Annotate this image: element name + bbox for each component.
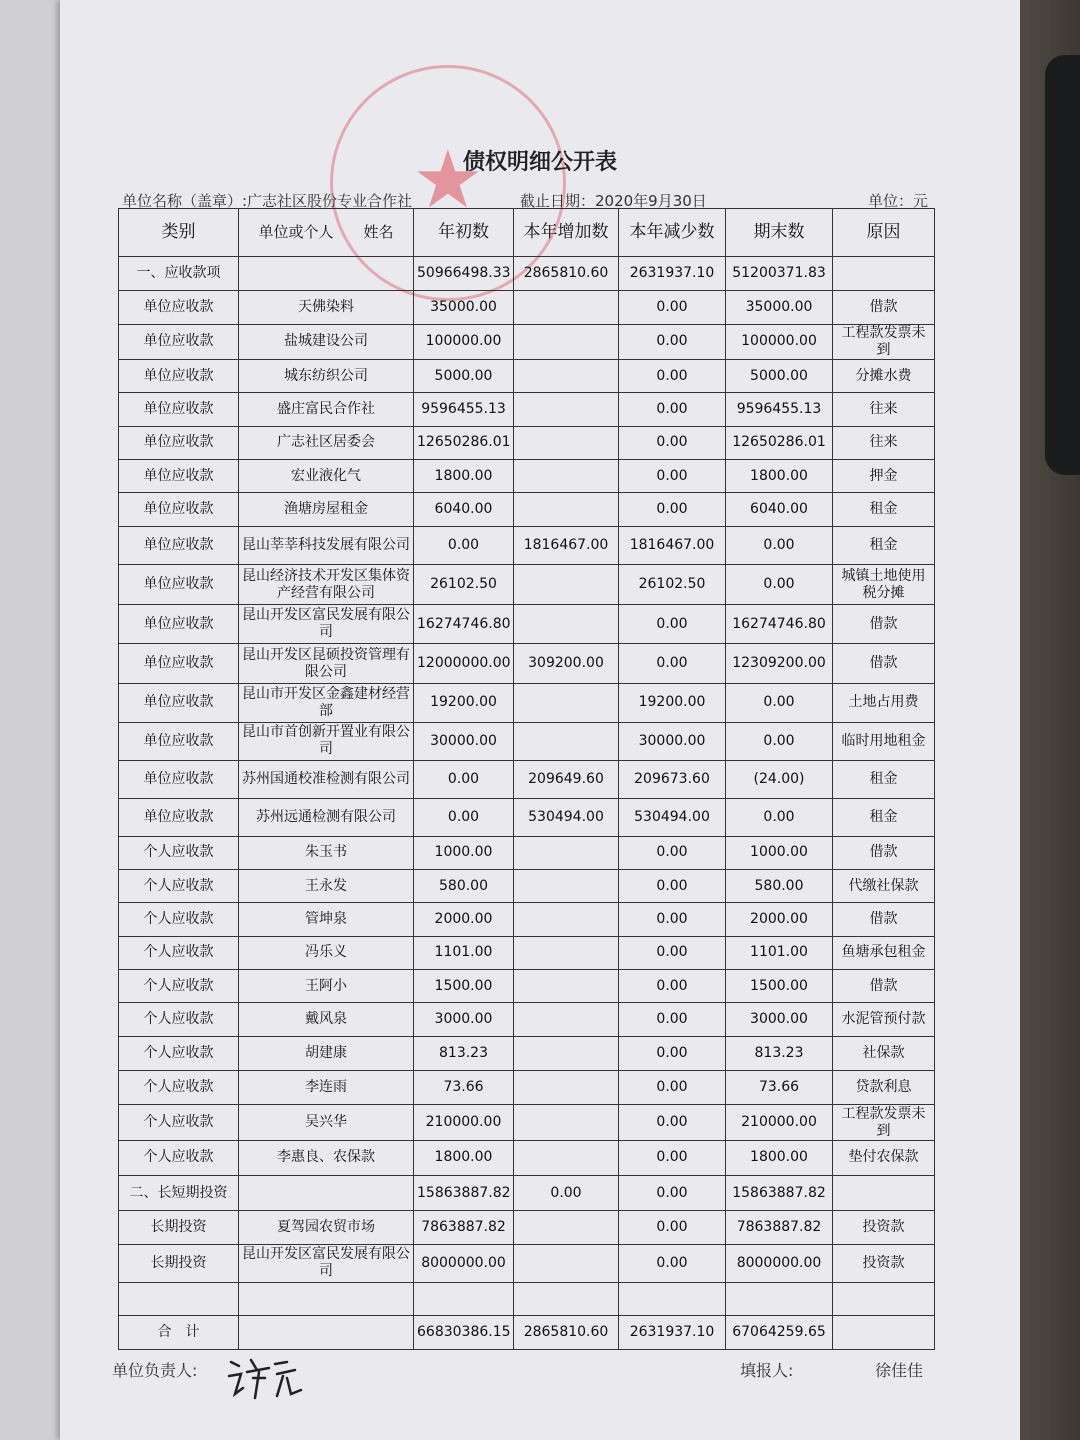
category-cell: 个人应收款 xyxy=(119,1071,239,1105)
name-cell: 昆山开发区昆硕投资管理有限公司 xyxy=(239,643,414,683)
decrease-cell: 0.00 xyxy=(619,1105,726,1140)
table-row xyxy=(119,760,935,798)
increase-cell xyxy=(514,565,619,605)
closing-cell: 7863887.82 xyxy=(726,1211,833,1244)
name-cell: 夏驾园农贸市场 xyxy=(239,1211,414,1244)
section-name-cell xyxy=(239,257,414,291)
name-cell: 李连雨 xyxy=(239,1071,414,1105)
closing-cell: 6040.00 xyxy=(726,493,833,526)
reason-cell: 借款 xyxy=(833,605,935,643)
closing-cell: 5000.00 xyxy=(726,360,833,393)
opening-cell: 16274746.80 xyxy=(414,605,514,643)
section-label: 二、长短期投资 xyxy=(119,1176,239,1211)
increase-cell xyxy=(514,1036,619,1070)
category-cell: 单位应收款 xyxy=(119,360,239,393)
category-cell: 个人应收款 xyxy=(119,1003,239,1036)
closing-cell: 8000000.00 xyxy=(726,1244,833,1282)
section-opening: 50966498.33 xyxy=(414,257,514,291)
decrease-cell: 0.00 xyxy=(619,1036,726,1070)
filler-name: 徐佳佳 xyxy=(875,1361,924,1380)
reason-cell: 借款 xyxy=(833,643,935,683)
decrease-cell: 0.00 xyxy=(619,360,726,393)
opening-cell: 6040.00 xyxy=(414,493,514,526)
decrease-cell: 0.00 xyxy=(619,870,726,903)
filler-label: 填报人: xyxy=(740,1361,794,1380)
name-cell: 昆山市开发区金鑫建材经营部 xyxy=(239,684,414,722)
increase-cell xyxy=(514,684,619,722)
reason-cell: 借款 xyxy=(833,291,935,324)
category-cell: 单位应收款 xyxy=(119,493,239,526)
opening-cell: 3000.00 xyxy=(414,1003,514,1036)
header-decrease: 本年减少数 xyxy=(619,209,726,257)
opening-cell: 210000.00 xyxy=(414,1105,514,1140)
name-cell: 胡建康 xyxy=(239,1036,414,1070)
empty-cell xyxy=(726,1283,833,1316)
opening-cell: 1800.00 xyxy=(414,460,514,493)
opening-cell: 1500.00 xyxy=(414,970,514,1003)
decrease-cell: 0.00 xyxy=(619,903,726,936)
name-cell: 渔塘房屋租金 xyxy=(239,493,414,526)
header-reason: 原因 xyxy=(833,209,935,257)
category-cell: 单位应收款 xyxy=(119,393,239,426)
closing-cell: 1500.00 xyxy=(726,970,833,1003)
total-name-cell xyxy=(239,1316,414,1350)
category-cell: 单位应收款 xyxy=(119,291,239,324)
table-row xyxy=(119,1036,935,1070)
name-cell: 苏州远通检测有限公司 xyxy=(239,799,414,836)
opening-cell: 100000.00 xyxy=(414,324,514,359)
decrease-cell: 530494.00 xyxy=(619,799,726,836)
empty-cell xyxy=(833,1283,935,1316)
category-cell: 单位应收款 xyxy=(119,565,239,605)
name-cell: 吴兴华 xyxy=(239,1105,414,1140)
increase-cell: 309200.00 xyxy=(514,643,619,683)
name-cell: 戴风泉 xyxy=(239,1003,414,1036)
total-decrease: 2631937.10 xyxy=(619,1316,726,1350)
total-increase: 2865810.60 xyxy=(514,1316,619,1350)
unit-head-label: 单位负责人: xyxy=(112,1361,198,1380)
decrease-cell: 0.00 xyxy=(619,605,726,643)
reason-cell: 水泥管预付款 xyxy=(833,1003,935,1036)
decrease-cell: 0.00 xyxy=(619,1071,726,1105)
name-cell: 天佛染料 xyxy=(239,291,414,324)
header-name: 单位或个人 姓名 xyxy=(239,209,414,257)
unit-name: 单位名称（盖章）:广志社区股份专业合作社 xyxy=(122,192,413,210)
table-row xyxy=(119,1211,935,1244)
reason-cell: 借款 xyxy=(833,836,935,869)
section-row-investments xyxy=(119,1176,935,1211)
table-row xyxy=(119,526,935,564)
closing-cell: 35000.00 xyxy=(726,291,833,324)
document-title: 债权明细公开表 xyxy=(462,150,617,175)
opening-cell: 0.00 xyxy=(414,799,514,836)
total-row xyxy=(119,1316,935,1350)
name-cell: 昆山开发区富民发展有限公司 xyxy=(239,1244,414,1282)
opening-cell: 1000.00 xyxy=(414,836,514,869)
reason-cell: 鱼塘承包租金 xyxy=(833,936,935,969)
increase-cell: 209649.60 xyxy=(514,760,619,798)
reason-cell: 往来 xyxy=(833,426,935,459)
opening-cell: 0.00 xyxy=(414,760,514,798)
seal-star-icon: ★ xyxy=(412,133,484,226)
opening-cell: 2000.00 xyxy=(414,903,514,936)
opening-cell: 73.66 xyxy=(414,1071,514,1105)
section-label: 一、应收款项 xyxy=(119,257,239,291)
increase-cell xyxy=(514,936,619,969)
increase-cell: 1816467.00 xyxy=(514,526,619,564)
blank-row xyxy=(119,1283,935,1316)
decrease-cell: 0.00 xyxy=(619,324,726,359)
increase-cell xyxy=(514,291,619,324)
category-cell: 单位应收款 xyxy=(119,460,239,493)
empty-cell xyxy=(239,1283,414,1316)
closing-cell: 0.00 xyxy=(726,565,833,605)
category-cell: 个人应收款 xyxy=(119,936,239,969)
decrease-cell: 0.00 xyxy=(619,970,726,1003)
closing-cell: (24.00) xyxy=(726,760,833,798)
table-row xyxy=(119,291,935,324)
category-cell: 个人应收款 xyxy=(119,1140,239,1175)
name-cell: 李惠良、农保款 xyxy=(239,1140,414,1175)
closing-cell: 0.00 xyxy=(726,722,833,760)
section-decrease: 2631937.10 xyxy=(619,257,726,291)
closing-cell: 9596455.13 xyxy=(726,393,833,426)
decrease-cell: 0.00 xyxy=(619,836,726,869)
decrease-cell: 0.00 xyxy=(619,393,726,426)
decrease-cell: 30000.00 xyxy=(619,722,726,760)
increase-cell xyxy=(514,1140,619,1175)
table-row xyxy=(119,1140,935,1175)
opening-cell: 26102.50 xyxy=(414,565,514,605)
category-cell: 单位应收款 xyxy=(119,799,239,836)
increase-cell xyxy=(514,836,619,869)
table-row xyxy=(119,903,935,936)
opening-cell: 12650286.01 xyxy=(414,426,514,459)
reason-cell: 垫付农保款 xyxy=(833,1140,935,1175)
category-cell: 单位应收款 xyxy=(119,643,239,683)
table-row xyxy=(119,605,935,643)
section-increase: 0.00 xyxy=(514,1176,619,1211)
header-increase: 本年增加数 xyxy=(514,209,619,257)
increase-cell xyxy=(514,722,619,760)
total-opening: 66830386.15 xyxy=(414,1316,514,1350)
name-cell: 广志社区居委会 xyxy=(239,426,414,459)
reason-cell: 租金 xyxy=(833,493,935,526)
closing-cell: 100000.00 xyxy=(726,324,833,359)
category-cell: 单位应收款 xyxy=(119,684,239,722)
opening-cell: 5000.00 xyxy=(414,360,514,393)
section-increase: 2865810.60 xyxy=(514,257,619,291)
category-cell: 个人应收款 xyxy=(119,870,239,903)
closing-cell: 580.00 xyxy=(726,870,833,903)
name-cell: 苏州国通校准检测有限公司 xyxy=(239,760,414,798)
empty-cell xyxy=(119,1283,239,1316)
reason-cell: 临时用地租金 xyxy=(833,722,935,760)
section-closing: 51200371.83 xyxy=(726,257,833,291)
section-closing: 15863887.82 xyxy=(726,1176,833,1211)
closing-cell: 12309200.00 xyxy=(726,643,833,683)
table-row xyxy=(119,493,935,526)
currency-unit: 单位：元 xyxy=(868,192,929,210)
section-opening: 15863887.82 xyxy=(414,1176,514,1211)
name-cell: 宏业液化气 xyxy=(239,460,414,493)
increase-cell xyxy=(514,393,619,426)
decrease-cell: 0.00 xyxy=(619,291,726,324)
increase-cell xyxy=(514,605,619,643)
header-closing: 期末数 xyxy=(726,209,833,257)
name-cell: 昆山莘莘科技发展有限公司 xyxy=(239,526,414,564)
table-header-row xyxy=(119,209,935,257)
category-cell: 个人应收款 xyxy=(119,903,239,936)
increase-cell xyxy=(514,903,619,936)
name-cell: 盐城建设公司 xyxy=(239,324,414,359)
table-row xyxy=(119,836,935,869)
closing-cell: 16274746.80 xyxy=(726,605,833,643)
closing-cell: 1000.00 xyxy=(726,836,833,869)
table-row xyxy=(119,643,935,683)
closing-cell: 73.66 xyxy=(726,1071,833,1105)
category-cell: 长期投资 xyxy=(119,1244,239,1282)
reason-cell: 租金 xyxy=(833,526,935,564)
reason-cell: 借款 xyxy=(833,970,935,1003)
decrease-cell: 1816467.00 xyxy=(619,526,726,564)
table-row xyxy=(119,1003,935,1036)
increase-cell xyxy=(514,1105,619,1140)
increase-cell: 530494.00 xyxy=(514,799,619,836)
handwritten-signature xyxy=(225,1352,305,1402)
table-row xyxy=(119,1244,935,1282)
decrease-cell: 0.00 xyxy=(619,426,726,459)
reason-cell: 工程款发票未到 xyxy=(833,324,935,359)
opening-cell: 1101.00 xyxy=(414,936,514,969)
table-row xyxy=(119,1071,935,1105)
dark-device xyxy=(1045,55,1080,475)
closing-cell: 1800.00 xyxy=(726,1140,833,1175)
increase-cell xyxy=(514,460,619,493)
decrease-cell: 0.00 xyxy=(619,1244,726,1282)
increase-cell xyxy=(514,970,619,1003)
table-row xyxy=(119,1105,935,1140)
reason-cell: 社保款 xyxy=(833,1036,935,1070)
decrease-cell: 209673.60 xyxy=(619,760,726,798)
category-cell: 个人应收款 xyxy=(119,1105,239,1140)
category-cell: 单位应收款 xyxy=(119,722,239,760)
increase-cell xyxy=(514,870,619,903)
increase-cell xyxy=(514,1244,619,1282)
decrease-cell: 0.00 xyxy=(619,1140,726,1175)
opening-cell: 9596455.13 xyxy=(414,393,514,426)
section-decrease: 0.00 xyxy=(619,1176,726,1211)
closing-cell: 813.23 xyxy=(726,1036,833,1070)
increase-cell xyxy=(514,1071,619,1105)
cutoff-date: 截止日期：2020年9月30日 xyxy=(520,192,707,210)
increase-cell xyxy=(514,426,619,459)
opening-cell: 19200.00 xyxy=(414,684,514,722)
reason-cell: 往来 xyxy=(833,393,935,426)
name-cell: 王阿小 xyxy=(239,970,414,1003)
decrease-cell: 26102.50 xyxy=(619,565,726,605)
category-cell: 单位应收款 xyxy=(119,324,239,359)
increase-cell xyxy=(514,493,619,526)
decrease-cell: 0.00 xyxy=(619,936,726,969)
increase-cell xyxy=(514,1211,619,1244)
total-label: 合 计 xyxy=(119,1316,239,1350)
decrease-cell: 0.00 xyxy=(619,1003,726,1036)
reason-cell: 借款 xyxy=(833,903,935,936)
empty-cell xyxy=(514,1283,619,1316)
closing-cell: 0.00 xyxy=(726,799,833,836)
increase-cell xyxy=(514,360,619,393)
closing-cell: 1800.00 xyxy=(726,460,833,493)
claims-table xyxy=(118,208,935,1350)
category-cell: 个人应收款 xyxy=(119,970,239,1003)
closing-cell: 2000.00 xyxy=(726,903,833,936)
table-row xyxy=(119,324,935,359)
name-cell: 昆山经济技术开发区集体资产经营有限公司 xyxy=(239,565,414,605)
increase-cell xyxy=(514,1003,619,1036)
closing-cell: 210000.00 xyxy=(726,1105,833,1140)
table-row xyxy=(119,722,935,760)
reason-cell: 投资款 xyxy=(833,1211,935,1244)
reason-cell: 城镇土地使用税分摊 xyxy=(833,565,935,605)
header-opening: 年初数 xyxy=(414,209,514,257)
name-cell: 城东纺织公司 xyxy=(239,360,414,393)
section-row-receivables xyxy=(119,257,935,291)
category-cell: 单位应收款 xyxy=(119,526,239,564)
opening-cell: 813.23 xyxy=(414,1036,514,1070)
name-cell: 朱玉书 xyxy=(239,836,414,869)
section-reason-cell xyxy=(833,257,935,291)
reason-cell: 工程款发票未到 xyxy=(833,1105,935,1140)
table-row xyxy=(119,426,935,459)
reason-cell: 代缴社保款 xyxy=(833,870,935,903)
closing-cell: 0.00 xyxy=(726,526,833,564)
decrease-cell: 19200.00 xyxy=(619,684,726,722)
empty-cell xyxy=(414,1283,514,1316)
table-row xyxy=(119,393,935,426)
total-closing: 67064259.65 xyxy=(726,1316,833,1350)
header-category: 类别 xyxy=(119,209,239,257)
section-name-cell xyxy=(239,1176,414,1211)
reason-cell: 分摊水费 xyxy=(833,360,935,393)
table-row xyxy=(119,970,935,1003)
reason-cell: 租金 xyxy=(833,799,935,836)
reason-cell: 租金 xyxy=(833,760,935,798)
empty-cell xyxy=(619,1283,726,1316)
increase-cell xyxy=(514,324,619,359)
category-cell: 长期投资 xyxy=(119,1211,239,1244)
decrease-cell: 0.00 xyxy=(619,493,726,526)
reason-cell: 投资款 xyxy=(833,1244,935,1282)
opening-cell: 0.00 xyxy=(414,526,514,564)
name-cell: 盛庄富民合作社 xyxy=(239,393,414,426)
reason-cell: 押金 xyxy=(833,460,935,493)
table-row xyxy=(119,565,935,605)
decrease-cell: 0.00 xyxy=(619,643,726,683)
reason-cell: 土地占用费 xyxy=(833,684,935,722)
category-cell: 个人应收款 xyxy=(119,836,239,869)
table-row xyxy=(119,936,935,969)
name-cell: 昆山开发区富民发展有限公司 xyxy=(239,605,414,643)
table-row xyxy=(119,460,935,493)
opening-cell: 8000000.00 xyxy=(414,1244,514,1282)
decrease-cell: 0.00 xyxy=(619,460,726,493)
name-cell: 冯乐义 xyxy=(239,936,414,969)
table-row xyxy=(119,360,935,393)
closing-cell: 12650286.01 xyxy=(726,426,833,459)
name-cell: 王永发 xyxy=(239,870,414,903)
closing-cell: 3000.00 xyxy=(726,1003,833,1036)
section-reason-cell xyxy=(833,1176,935,1211)
closing-cell: 1101.00 xyxy=(726,936,833,969)
opening-cell: 12000000.00 xyxy=(414,643,514,683)
total-reason-cell xyxy=(833,1316,935,1350)
closing-cell: 0.00 xyxy=(726,684,833,722)
category-cell: 个人应收款 xyxy=(119,1036,239,1070)
opening-cell: 1800.00 xyxy=(414,1140,514,1175)
decrease-cell: 0.00 xyxy=(619,1211,726,1244)
name-cell: 昆山市首创新开置业有限公司 xyxy=(239,722,414,760)
name-cell: 管坤泉 xyxy=(239,903,414,936)
opening-cell: 35000.00 xyxy=(414,291,514,324)
opening-cell: 580.00 xyxy=(414,870,514,903)
table-row xyxy=(119,799,935,836)
opening-cell: 7863887.82 xyxy=(414,1211,514,1244)
opening-cell: 30000.00 xyxy=(414,722,514,760)
category-cell: 单位应收款 xyxy=(119,426,239,459)
table-row xyxy=(119,870,935,903)
reason-cell: 贷款利息 xyxy=(833,1071,935,1105)
category-cell: 单位应收款 xyxy=(119,760,239,798)
table-row xyxy=(119,684,935,722)
category-cell: 单位应收款 xyxy=(119,605,239,643)
